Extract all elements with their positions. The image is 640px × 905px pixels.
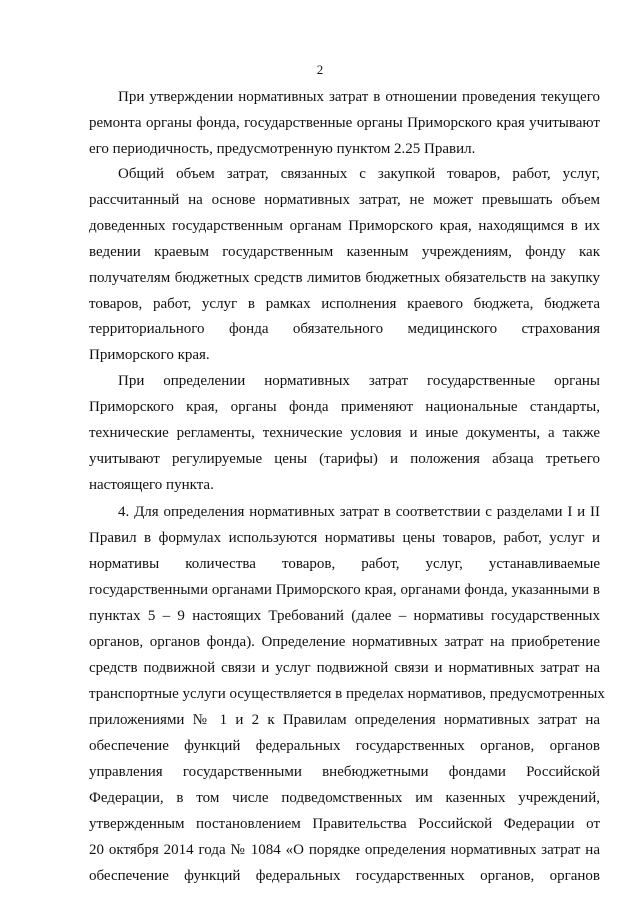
text-line: При утверждении нормативных затрат в отношении проведения текущего	[118, 89, 600, 105]
text-line: Федерации, в том числе подведомственных им казенных учреждений,	[89, 790, 600, 806]
text-line: нормативы количества товаров, работ, услуг, устанавливаемые	[89, 556, 600, 572]
text-line: доведенных государственным органам Приморского края, находящимся в их	[89, 218, 600, 234]
text-line: учитывают регулируемые цены (тарифы) и положения абзаца третьего	[89, 451, 600, 467]
text-line: приложениями № 1 и 2 к Правилам определения нормативных затрат на	[89, 712, 600, 728]
text-line: Общий объем затрат, связанных с закупкой товаров, работ, услуг,	[118, 166, 600, 182]
text-line: транспортные услуги осуществляется в пределах нормативов, предусмотренных	[89, 686, 605, 702]
text-line: органов, органов фонда). Определение нормативных затрат на приобретение	[89, 634, 600, 650]
text-line: утвержденным постановлением Правительства Российской Федерации от	[89, 816, 600, 832]
page-number: 2	[316, 62, 324, 77]
text-line: управления государственными внебюджетными фондами Российской	[89, 764, 600, 780]
text-line: технические регламенты, технические условия и иные документы, а также	[89, 425, 600, 441]
text-line: рассчитанный на основе нормативных затрат, не может превышать объем	[89, 192, 600, 208]
text-line: При определении нормативных затрат государственные органы	[118, 373, 600, 389]
text-line: 20 октября 2014 года № 1084 «О порядке определения нормативных затрат на	[89, 842, 600, 858]
text-line: его периодичность, предусмотренную пунктом 2.25 Правил.	[89, 141, 476, 157]
text-line: обеспечение функций федеральных государственных органов, органов	[89, 868, 600, 884]
text-line: Приморского края.	[89, 347, 210, 363]
text-line: территориального фонда обязательного медицинского страхования	[89, 321, 600, 337]
text-line: получателям бюджетных средств лимитов бюджетных обязательств на закупку	[89, 270, 600, 286]
text-line: обеспечение функций федеральных государственных органов, органов	[89, 738, 600, 754]
text-line: средств подвижной связи и услуг подвижной связи и нормативных затрат на	[89, 660, 600, 676]
text-line: 4. Для определения нормативных затрат в соответствии с разделами I и II	[118, 504, 600, 520]
text-line: государственными органами Приморского края, органами фонда, указанными в	[89, 582, 600, 598]
text-line: ведении краевым государственным казенным учреждениям, фонду как	[89, 244, 600, 260]
text-line: Приморского края, органы фонда применяют национальные стандарты,	[89, 399, 600, 415]
text-line: товаров, работ, услуг в рамках исполнения краевого бюджета, бюджета	[89, 296, 600, 312]
text-line: ремонта органы фонда, государственные органы Приморского края учитывают	[89, 115, 600, 131]
text-line: пунктах 5 – 9 настоящих Требований (далее – нормативы государственных	[89, 608, 600, 624]
text-line: Правил в формулах используются нормативы цены товаров, работ, услуг и	[89, 530, 600, 546]
text-line: настоящего пункта.	[89, 477, 214, 493]
